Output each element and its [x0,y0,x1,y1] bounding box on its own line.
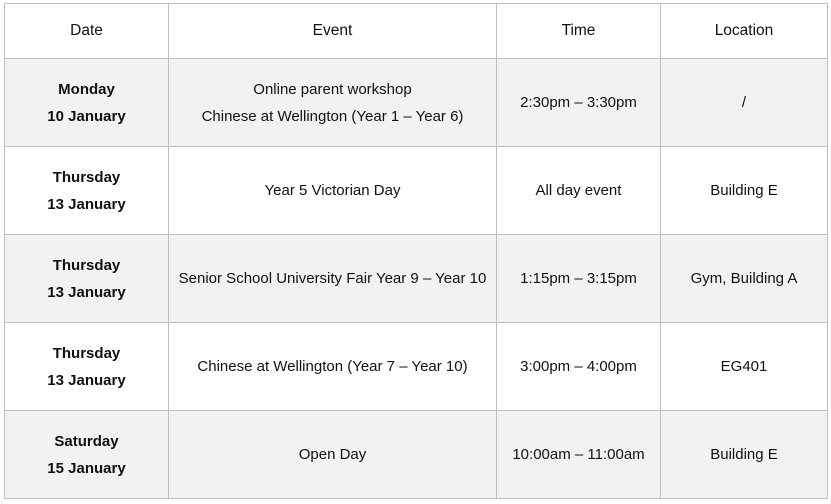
events-table [4,3,828,499]
table-row [5,59,828,147]
day-date: 13 January [47,283,126,301]
time-cell: All day event [497,147,661,235]
event-title: Senior School University Fair Year 9 – Year 10 [178,270,487,287]
header-location: Location [661,4,828,59]
table-row [5,323,828,411]
time-cell: 10:00am – 11:00am [497,411,661,499]
day-name: Monday [58,80,115,98]
header-time: Time [497,4,661,59]
table-row [5,411,828,499]
time-cell: 3:00pm – 4:00pm [497,323,661,411]
table-row [5,147,828,235]
day-date: 15 January [47,459,126,477]
day-date: 13 January [47,195,126,213]
event-cell [169,147,497,235]
date-cell [5,323,169,411]
table-row [5,235,828,323]
time-cell: 2:30pm – 3:30pm [497,59,661,147]
event-cell [169,235,497,323]
location-cell: EG401 [661,323,828,411]
day-name: Thursday [52,256,121,274]
event-title: Year 5 Victorian Day [264,182,401,199]
day-name: Thursday [52,168,121,186]
table-header-row [5,4,828,59]
event-cell [169,323,497,411]
location-cell: / [661,59,828,147]
event-cell [169,411,497,499]
event-title: Chinese at Wellington (Year 7 – Year 10) [197,358,468,375]
event-title: Online parent workshop [253,80,412,98]
event-subtitle: Chinese at Wellington (Year 1 – Year 6) [201,107,464,125]
events-table-container [4,3,827,500]
location-cell: Building E [661,411,828,499]
time-cell: 1:15pm – 3:15pm [497,235,661,323]
day-date: 10 January [47,107,126,125]
header-event: Event [169,4,497,59]
location-cell: Building E [661,147,828,235]
event-title: Open Day [298,446,367,463]
header-date: Date [5,4,169,59]
date-cell [5,235,169,323]
event-cell [169,59,497,147]
location-cell: Gym, Building A [661,235,828,323]
day-date: 13 January [47,371,126,389]
date-cell [5,411,169,499]
day-name: Thursday [52,344,121,362]
date-cell [5,147,169,235]
day-name: Saturday [54,432,119,450]
date-cell [5,59,169,147]
